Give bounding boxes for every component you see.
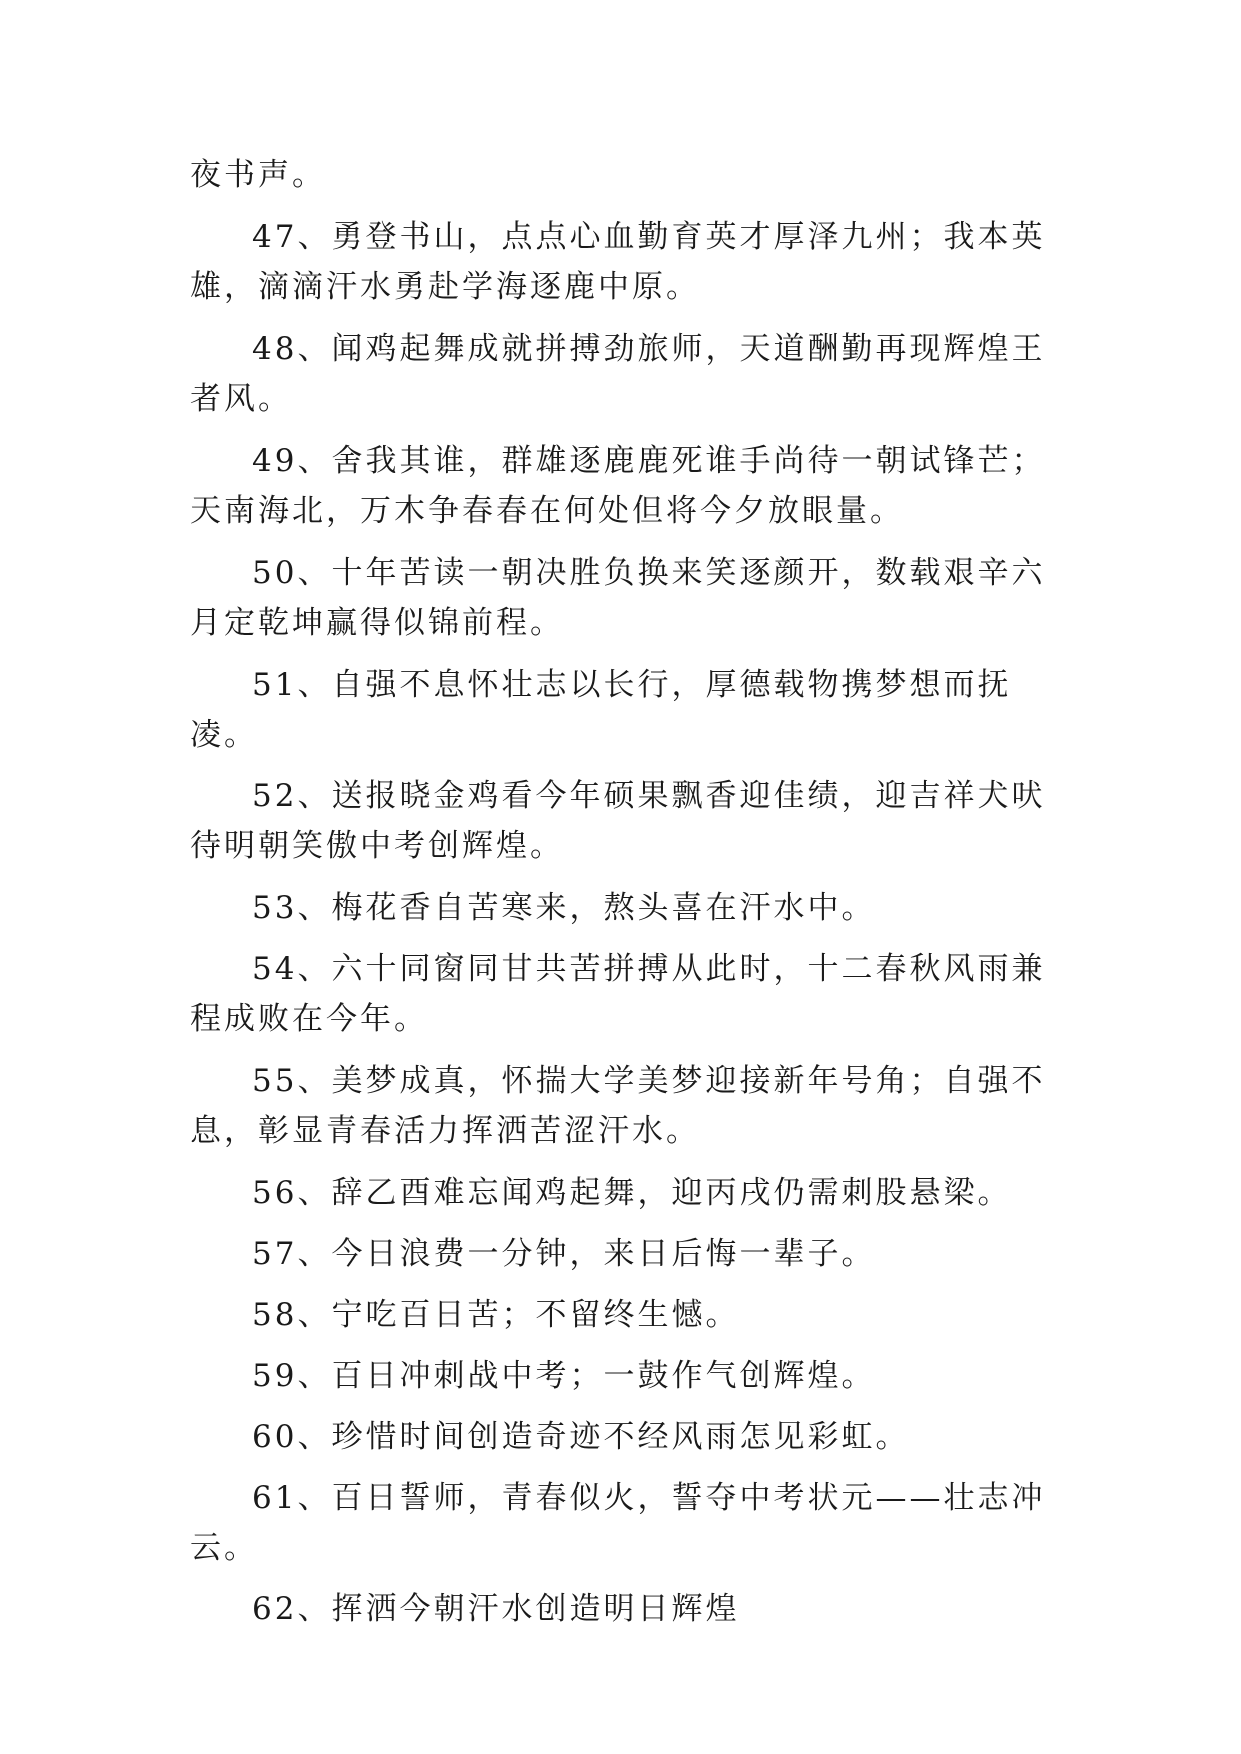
paragraph-60: 60、珍惜时间创造奇迹不经风雨怎见彩虹。 bbox=[252, 1419, 910, 1455]
paragraph-59: 59、百日冲刺战中考；一鼓作气创辉煌。 bbox=[252, 1358, 876, 1394]
paragraph-53: 53、梅花香自苦寒来，熬头喜在汗水中。 bbox=[252, 890, 876, 926]
paragraph-49: 49、舍我其谁，群雄逐鹿鹿死谁手尚待一朝试锋芒；天南海北，万木争春春在何处但将今夕放眼量。 bbox=[190, 443, 1046, 529]
paragraph-52: 52、送报晓金鸡看今年硕果飘香迎佳绩，迎吉祥犬吠待明朝笑傲中考创辉煌。 bbox=[190, 778, 1046, 864]
body-text bbox=[190, 150, 1060, 1645]
paragraph-56: 56、辞乙酉难忘闻鸡起舞，迎丙戌仍需刺股悬梁。 bbox=[252, 1175, 1012, 1211]
paragraph-58: 58、宁吃百日苦；不留终生憾。 bbox=[252, 1297, 740, 1333]
paragraph-50: 50、十年苦读一朝决胜负换来笑逐颜开，数载艰辛六月定乾坤赢得似锦前程。 bbox=[190, 555, 1046, 641]
paragraph-48: 48、闻鸡起舞成就拼搏劲旅师，天道酬勤再现辉煌王者风。 bbox=[190, 331, 1046, 417]
paragraph-54: 54、六十同窗同甘共苦拼搏从此时，十二春秋风雨兼程成败在今年。 bbox=[190, 951, 1046, 1037]
paragraph-55: 55、美梦成真，怀揣大学美梦迎接新年号角；自强不息，彰显青春活力挥洒苦涩汗水。 bbox=[190, 1063, 1046, 1149]
paragraph-57: 57、今日浪费一分钟，来日后悔一辈子。 bbox=[252, 1236, 876, 1272]
paragraph-continuation: 夜书声。 bbox=[190, 157, 326, 193]
paragraph-62: 62、挥洒今朝汗水创造明日辉煌 bbox=[252, 1591, 740, 1627]
paragraph-61: 61、百日誓师，青春似火，誓夺中考状元——壮志冲云。 bbox=[190, 1480, 1046, 1566]
paragraph-51: 51、自强不息怀壮志以长行，厚德载物携梦想而抚凌。 bbox=[190, 667, 1012, 753]
paragraph-47: 47、勇登书山，点点心血勤育英才厚泽九州；我本英雄，滴滴汗水勇赴学海逐鹿中原。 bbox=[190, 219, 1046, 305]
